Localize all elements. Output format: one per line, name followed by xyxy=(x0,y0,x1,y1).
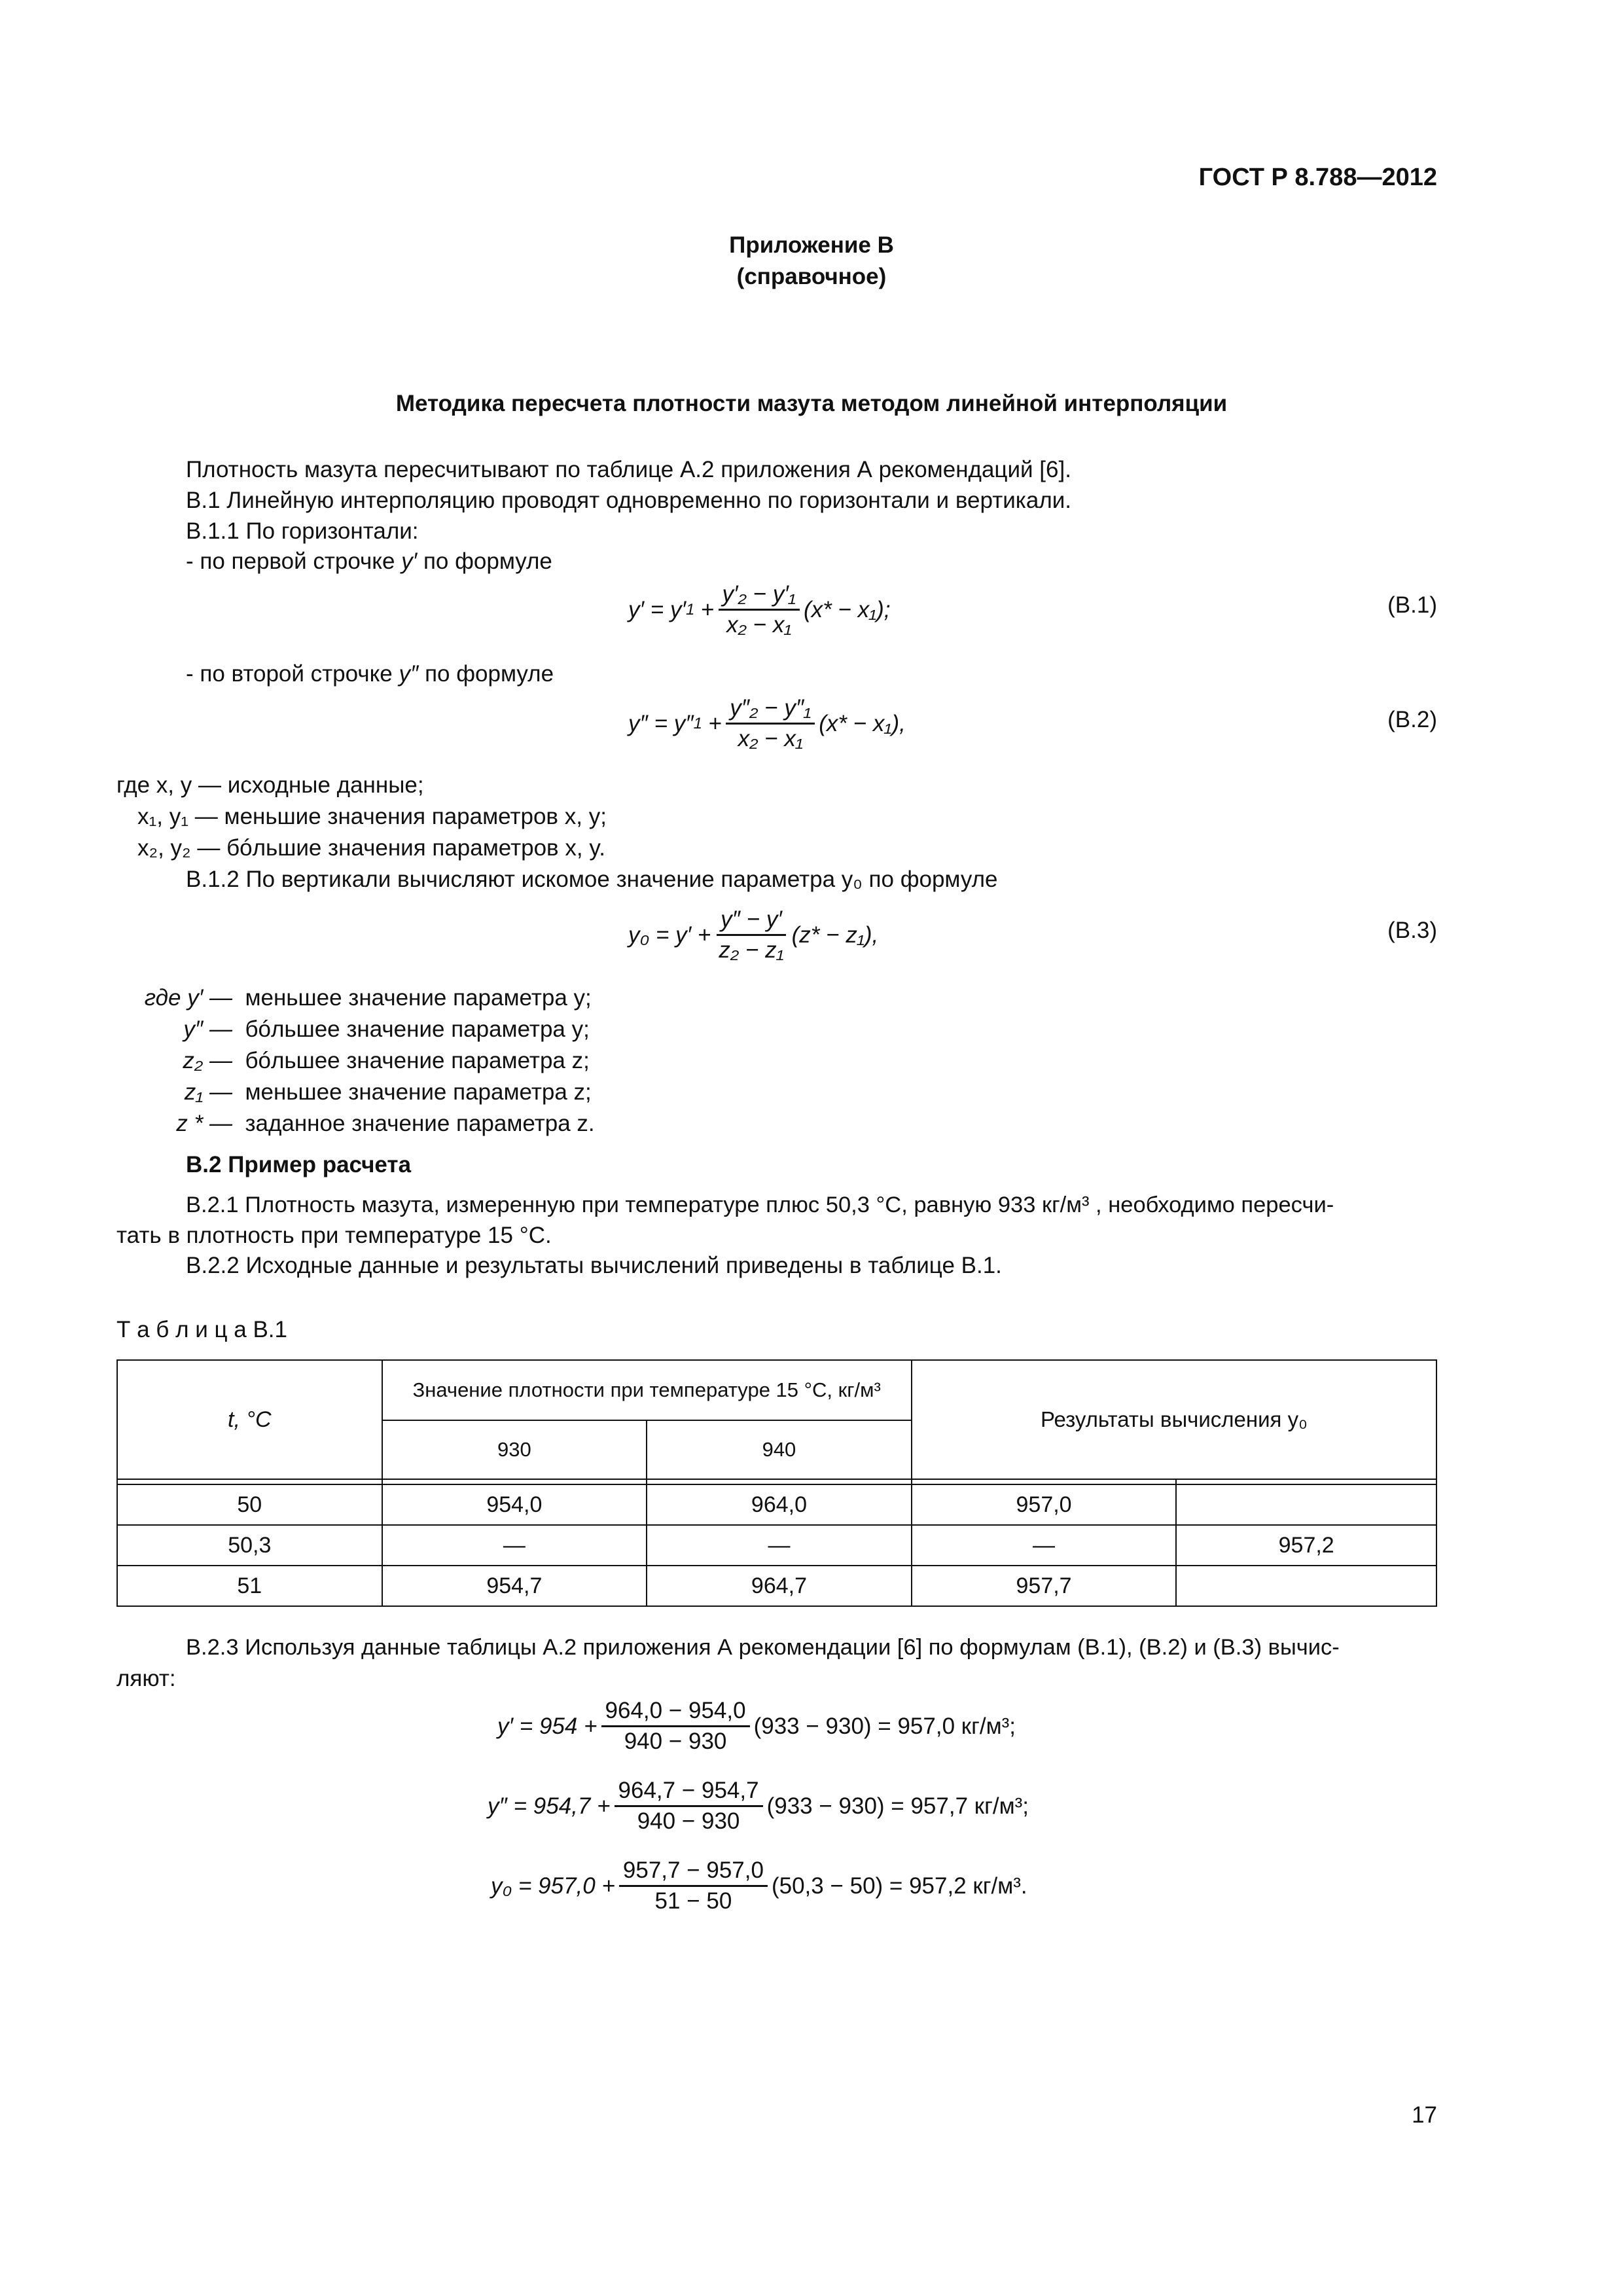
calculation-3: y₀ = 957,0 + $\frac{957,7 - 957,0}{51 - 50}$ (50,3 − 50) = 957,2 кг/м³. xyxy=(491,1857,1027,1914)
table-cell: 50,3 xyxy=(117,1525,382,1566)
header-density: Значение плотности при температуре 15 °С, кг/м³ xyxy=(382,1360,912,1420)
header-930: 930 xyxy=(382,1420,647,1479)
table-cell: 954,0 xyxy=(382,1484,647,1525)
clause-b21: В.2.1 Плотность мазута, измеренную при температуре плюс 50,3 °С, равную 933 кг/м³ , необходимо пересчи- xyxy=(186,1193,1334,1217)
clause-b1: В.1 Линейную интерполяцию проводят одновременно по горизонтали и вертикали. xyxy=(186,488,1072,513)
table-cell: 957,2 xyxy=(1176,1525,1436,1566)
calculation-1: y′ = 954 + $\frac{964,0 - 954,0}{940 - 930}$ (933 − 930) = 957,0 кг/м³; xyxy=(497,1698,1016,1755)
intro-paragraph: Плотность мазута пересчитывают по таблице А.2 приложения А рекомендаций [6]. xyxy=(186,457,1071,482)
table-caption: Т а б л и ц а В.1 xyxy=(116,1317,287,1342)
formula-b1-number: (В.1) xyxy=(1387,592,1437,618)
definition-row: y″ — бóльшее значение параметра y; xyxy=(183,1016,590,1042)
formula-b2: y″ = y″ 1 + $\frac{\text{y″₂ − y″₁}}{\text{x₂ − x₁}}$ (x* − x₁), xyxy=(628,695,906,752)
clause-b23-continued: ляют: xyxy=(116,1666,176,1691)
table-cell: — xyxy=(647,1525,912,1566)
calculation-2: y″ = 954,7 + $\frac{964,7 - 954,7}{940 - 930}$ (933 − 930) = 957,7 кг/м³; xyxy=(488,1778,1029,1835)
definition-row: z₁ — меньшее значение параметра z; xyxy=(184,1079,592,1105)
clause-b23: В.2.3 Используя данные таблицы А.2 приложения А рекомендации [6] по формулам (В.1), (В.2) и (В.3) вычис- xyxy=(186,1635,1340,1660)
table-row xyxy=(117,1484,1436,1525)
formula-b3: y₀ = y′ + $\frac{y'' - y'}{\text{z₂ − z₁}}$ (z* − z₁), xyxy=(628,906,879,963)
table-cell: — xyxy=(912,1525,1177,1566)
table-cell xyxy=(1176,1484,1436,1525)
first-row-text: - по первой строчке y′ по формуле xyxy=(186,548,552,574)
appendix-subtitle: (справочное) xyxy=(736,264,887,289)
page-number: 17 xyxy=(1412,2102,1437,2128)
table-cell: 957,7 xyxy=(912,1566,1177,1606)
example-title: В.2 Пример расчета xyxy=(186,1152,412,1177)
appendix-title: Приложение В xyxy=(729,232,894,258)
definition-row: z₂ — бóльшее значение параметра z; xyxy=(183,1048,590,1073)
table-cell: — xyxy=(382,1525,647,1566)
table-cell: 50 xyxy=(117,1484,382,1525)
clause-b21-continued: тать в плотность при температуре 15 °С. xyxy=(116,1223,552,1248)
table-cell: 954,7 xyxy=(382,1566,647,1606)
definition-row: z * — заданное значение параметра z. xyxy=(176,1111,595,1136)
clause-b12: В.1.2 По вертикали вычисляют искомое значение параметра y₀ по формуле xyxy=(186,867,998,892)
table-cell xyxy=(1176,1566,1436,1606)
table-cell: 957,0 xyxy=(912,1484,1177,1525)
clause-b11: В.1.1 По горизонтали: xyxy=(186,518,419,544)
header-temperature: t, °С xyxy=(117,1360,382,1479)
formula-b1: y′ = y′ 1 + $\frac{\text{y′₂ − y′₁}}{\text{x₂ − x₁}}$ (x* − x₁); xyxy=(628,581,891,638)
header-940: 940 xyxy=(647,1420,912,1479)
table-cell: 964,7 xyxy=(647,1566,912,1606)
definition-row: где y′ — меньшее значение параметра y; xyxy=(144,985,592,1011)
header-result: Результаты вычисления y₀ xyxy=(912,1360,1436,1479)
where-line-3: x₂, y₂ — бóльшие значения параметров x, y. xyxy=(137,835,605,861)
formula-b2-number: (В.2) xyxy=(1387,707,1437,732)
table-row xyxy=(117,1566,1436,1606)
section-heading: Методика пересчета плотности мазута методом линейной интерполяции xyxy=(395,391,1228,416)
clause-b22: В.2.2 Исходные данные и результаты вычислений приведены в таблице В.1. xyxy=(186,1253,1002,1278)
density-table xyxy=(116,1359,1437,1607)
table-cell: 51 xyxy=(117,1566,382,1606)
where-line-1: где x, y — исходные данные; xyxy=(116,772,424,798)
where-line-2: x₁, y₁ — меньшие значения параметров x, y; xyxy=(137,804,607,829)
document-code: ГОСТ Р 8.788—2012 xyxy=(1198,164,1437,191)
table-row xyxy=(117,1525,1436,1566)
table-cell: 964,0 xyxy=(647,1484,912,1525)
second-row-text: - по второй строчке y″ по формуле xyxy=(186,661,554,687)
formula-b3-number: (В.3) xyxy=(1387,918,1437,943)
